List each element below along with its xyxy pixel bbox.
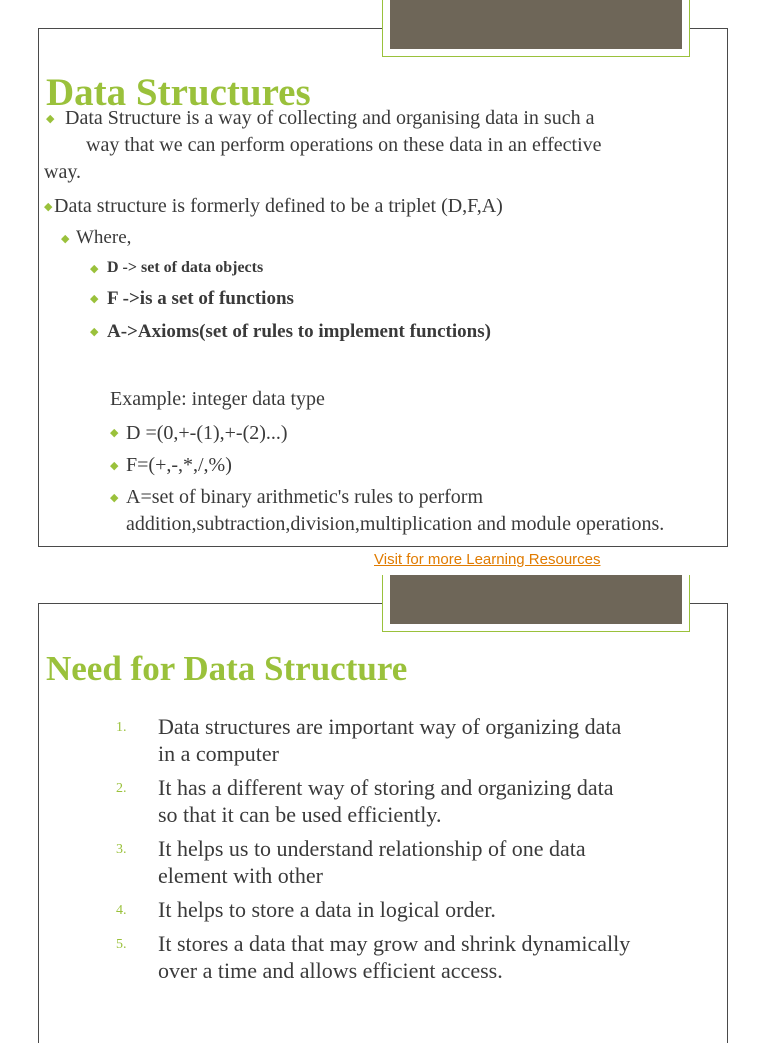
list-item-line-1: It has a different way of storing and organizing data: [158, 775, 614, 800]
bullet-icon: ◆: [90, 326, 99, 338]
intro-line-2: way that we can perform operations on these data in an effective: [86, 134, 602, 156]
list-item: [158, 774, 718, 828]
slide-2-header-tab: [382, 575, 690, 632]
list-item-line-2: in a computer: [158, 741, 279, 766]
bullet-icon: ◆: [46, 113, 55, 125]
slide-1-header-tab: [382, 0, 690, 57]
list-item-line-1: It helps us to understand relationship of one data: [158, 836, 586, 861]
bullet-icon: ◆: [90, 263, 99, 275]
where-label: Where,: [76, 227, 132, 248]
list-item: [158, 835, 718, 889]
f-definition: F ->is a set of functions: [107, 288, 294, 309]
example-a-line-2: addition,subtraction,division,multiplication and module operations.: [126, 513, 665, 535]
list-number: 2.: [116, 781, 127, 796]
example-d: D =(0,+-(1),+-(2)...): [126, 422, 288, 444]
slide-2-title: Need for Data Structure: [46, 649, 408, 688]
intro-line-3: way.: [44, 161, 82, 183]
example-a-line-1: A=set of binary arithmetic's rules to perform: [126, 486, 484, 508]
list-number: 4.: [116, 903, 127, 918]
d-definition: D -> set of data objects: [107, 259, 264, 276]
triplet-definition: Data structure is formerly defined to be a triplet (D,F,A): [54, 195, 503, 217]
bullet-icon: ◆: [61, 233, 70, 245]
slide-1-title: Data Structures: [46, 71, 311, 114]
list-item-line-2: so that it can be used efficiently.: [158, 802, 442, 827]
list-item-line-1: Data structures are important way of organizing data: [158, 714, 622, 739]
example-heading: Example: integer data type: [110, 388, 325, 410]
list-item-line-1: It stores a data that may grow and shrink dynamically: [158, 931, 631, 956]
list-item-line-2: over a time and allows efficient access.: [158, 958, 503, 983]
example-f: F=(+,-,*,/,%): [126, 454, 232, 476]
slide-1-header-bar: [390, 0, 682, 49]
list-item-line-2: element with other: [158, 863, 323, 888]
list-number: 3.: [116, 842, 127, 857]
slide-2-header-bar: [390, 575, 682, 624]
intro-line-1: Data Structure is a way of collecting and organising data in such a: [65, 107, 595, 129]
list-item: [158, 713, 718, 767]
bullet-icon: ◆: [90, 293, 99, 305]
list-item-line-1: It helps to store a data in logical order.: [158, 897, 496, 922]
list-number: 5.: [116, 937, 127, 952]
list-item: [158, 896, 718, 923]
bullet-icon: ◆: [110, 492, 119, 504]
bullet-icon: ◆: [110, 460, 119, 472]
learning-resources-link[interactable]: Visit for more Learning Resources: [374, 551, 601, 568]
bullet-icon: ◆: [44, 201, 53, 213]
list-item: [158, 930, 718, 984]
a-definition: A->Axioms(set of rules to implement functions): [107, 321, 491, 342]
bullet-icon: ◆: [110, 427, 119, 439]
list-number: 1.: [116, 720, 127, 735]
